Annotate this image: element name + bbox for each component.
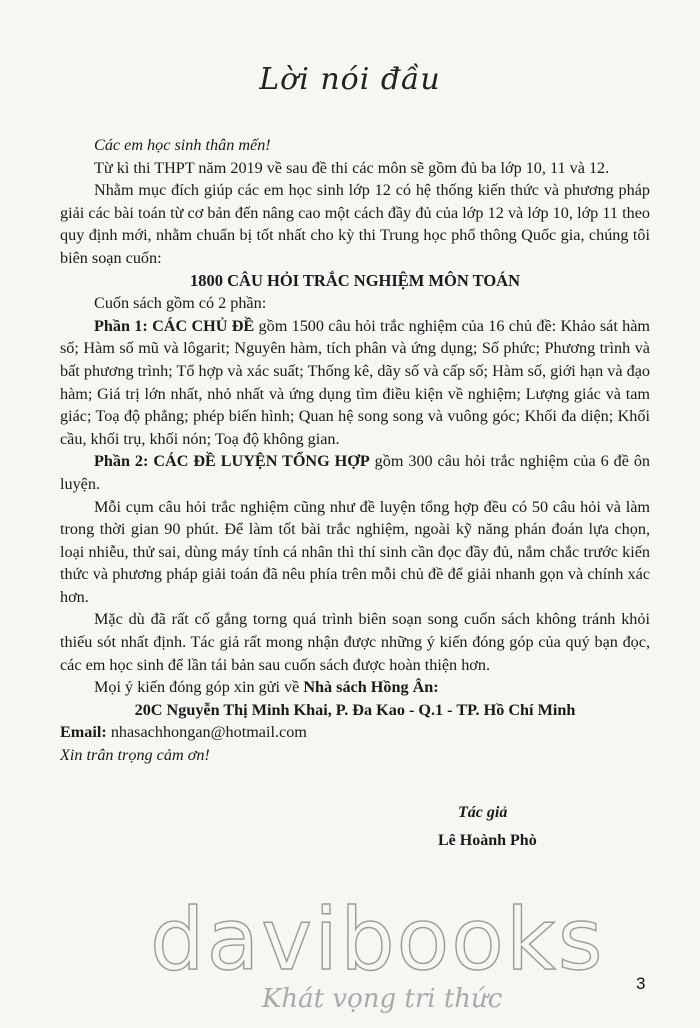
part-2 [60,450,650,495]
email-value: nhasachhongan@hotmail.com [106,723,307,742]
greeting: Các em học sinh thân mến! [94,136,271,154]
part-1-label: Phần 1: CÁC CHỦ ĐỀ [94,316,255,335]
email-label: Email: [60,723,107,742]
page-title: Lời nói đầu [259,62,441,97]
part-2-text: gồm 300 câu hỏi trắc nghiệm của 6 đề ôn luyện. [60,452,651,493]
part-1-text: gồm 1500 câu hỏi trắc nghiệm của 16 chủ đề: Khảo sát hàm số; Hàm số mũ và lôgarit; Nguyên hàm, tích phân và ứng dụng; Số phức; Phương trình và bất phương trình; Tổ hợp và xác suất; Thống kê, dãy số và cấp số; Hàm số, giới hạn và đạo hàm; Giá trị lớn nhất, nhỏ nhất và ứng dụng tìm điều kiện về nghiệm; Lượng giác và tam giác; Toạ độ phẳng; phép biến hình; Quan hệ song song và vuông góc; Khối đa diện; Khối cầu, khối trụ, khối nón; Toạ độ không gian. [60,316,650,448]
paragraph-6 [60,676,650,699]
author-name: Lê Hoành Phò [438,832,537,849]
paragraph-5: Mặc dù đã rất cố gắng torng quá trình biên soạn song cuốn sách không tránh khỏi thiếu sót nhất định. Tác giả rất mong nhận được những ý kiến đóng góp của quý bạn đọc, các em học sinh để lần tái bản sau cuốn sách được hoàn thiện hơn. [60,610,650,674]
publisher-name: Nhà sách Hồng Ân: [303,678,439,697]
part-2-label: Phần 2: CÁC ĐỀ LUYỆN TỔNG HỢP [94,452,370,471]
watermark-brand: davibooks [150,890,605,990]
document-body [60,134,650,767]
page-number: 3 [636,974,646,993]
thanks: Xin trân trọng cảm ơn! [60,746,210,765]
email-line [60,721,650,744]
paragraph-1: Từ kì thi THPT năm 2019 về sau đề thi các môn sẽ gồm đủ ba lớp 10, 11 và 12. [94,158,610,177]
watermark-slogan: Khát vọng tri thức [262,984,503,1014]
author-role: Tác giả [458,804,508,821]
paragraph-3: Cuốn sách gồm có 2 phần: [94,294,267,313]
part-1 [60,315,650,451]
paragraph-4: Mỗi cụm câu hỏi trắc nghiệm cũng như đề luyện tổng hợp đều có 50 câu hỏi và làm trong thời gian 90 phút. Để làm tốt bài trắc nghiệm, ngoài kỹ năng phán đoán lựa chọn, loại nhiễu, thử sai, dùng máy tính cá nhân thì thí sinh cần đọc đầy đủ, nắm chắc trước kiến thức và phương pháp giải toán đã nêu phía trên mỗi chủ đề để giải nhanh gọn và chính xác hơn. [60,497,650,606]
paragraph-2: Nhằm mục đích giúp các em học sinh lớp 12 có hệ thống kiến thức và phương pháp giải các bài toán từ cơ bản đến nâng cao một cách đầy đủ của lớp 12 và lớp 10, lớp 11 theo quy định mới, nhằm chuẩn bị tốt nhất cho kỳ thi Trung học phổ thông Quốc gia, chúng tôi biên soạn cuốn: [60,181,650,267]
book-title: 1800 CÂU HỎI TRẮC NGHIỆM MÔN TOÁN [189,270,521,290]
feedback-text: Mọi ý kiến đóng góp xin gửi về [94,678,304,697]
address: 20C Nguyễn Thị Minh Khai, P. Đa Kao - Q.1 - TP. Hồ Chí Minh [134,700,576,719]
